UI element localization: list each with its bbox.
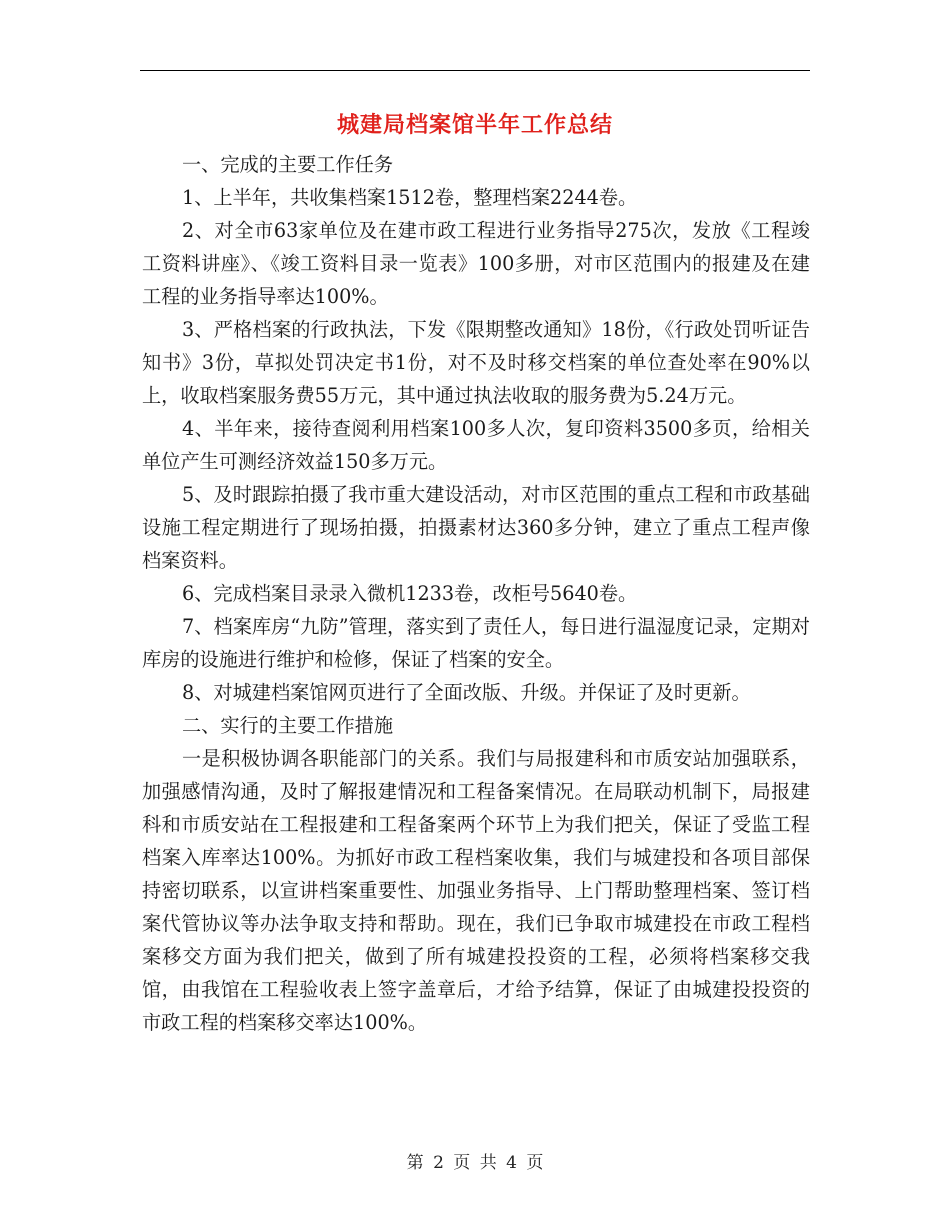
document-title: 城建局档案馆半年工作总结 bbox=[336, 112, 613, 138]
section-heading-1: 一、完成的主要工作任务 bbox=[182, 153, 394, 176]
paragraph-item-8: 8、对城建档案馆网页进行了全面改版、升级。并保证了及时更新。 bbox=[182, 681, 751, 704]
section-heading-2: 二、实行的主要工作措施 bbox=[182, 714, 394, 737]
paragraph-item-7: 7、档案库房“九防”管理，落实到了责任人，每日进行温湿度记录，定期对库房的设施进行维护和检修，保证了档案的安全。 bbox=[142, 615, 810, 671]
paragraph-item-1: 1、上半年，共收集档案1512卷，整理档案2244卷。 bbox=[182, 186, 638, 209]
paragraph-item-6: 6、完成档案目录录入微机1233卷，改柜号5640卷。 bbox=[182, 582, 638, 605]
paragraph-item-2: 2、对全市63家单位及在建市政工程进行业务指导275次，发放《工程竣工资料讲座》、《竣工资料目录一览表》100多册，对市区范围内的报建及在建工程的业务指导率达100%。 bbox=[142, 219, 810, 308]
paragraph-measure-1: 一是积极协调各职能部门的关系。我们与局报建科和市质安站加强联系，加强感情沟通，及时了解报建情况和工程备案情况。在局联动机制下，局报建科和市质安站在工程报建和工程备案两个环节上为我们把关，保证了受监工程档案入库率达100%。为抓好市政工程档案收集，我们与城建投和各项目部保持密切联系，以宣讲档案重要性、加强业务指导、上门帮助整理档案、签订档案代管协议等办法争取支持和帮助。现在，我们已争取市城建投在市政工程档案移交方面为我们把关，做到了所有城建投投资的工程，必须将档案移交我馆，由我馆在工程验收表上签字盖章后，才给予结算，保证了由城建投投资的市政工程的档案移交率达100%。 bbox=[142, 747, 810, 1034]
paragraph-item-4: 4、半年来，接待查阅利用档案100多人次，复印资料3500多页，给相关单位产生可测经济效益150多万元。 bbox=[142, 417, 810, 473]
paragraph-item-3: 3、严格档案的行政执法，下发《限期整改通知》18份，《行政处罚听证告知书》3份，草拟处罚决定书1份，对不及时移交档案的单位查处率在90%以上，收取档案服务费55万元，其中通过执法收取的服务费为5.24万元。 bbox=[142, 318, 810, 407]
paragraph-item-5: 5、及时跟踪拍摄了我市重大建设活动，对市区范围的重点工程和市政基础设施工程定期进行了现场拍摄，拍摄素材达360多分钟，建立了重点工程声像档案资料。 bbox=[142, 483, 810, 572]
document-body bbox=[142, 148, 810, 1039]
page-number: 第 2 页 共 4 页 bbox=[406, 1153, 544, 1173]
header-rule bbox=[140, 70, 810, 71]
